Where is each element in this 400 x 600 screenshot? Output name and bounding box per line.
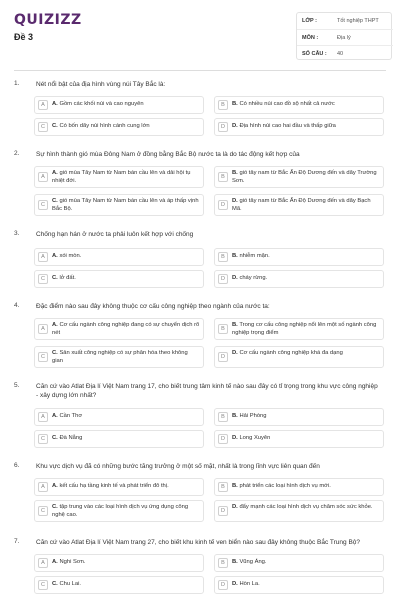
meta-value: Tốt nghiệp THPT xyxy=(337,18,379,24)
option-letter: A xyxy=(38,412,48,422)
q5-option-d[interactable] xyxy=(214,430,384,448)
q5-option-b[interactable] xyxy=(214,408,384,426)
option-text: Đà Nẵng xyxy=(59,435,83,441)
option-letter: D xyxy=(218,352,228,362)
q4-option-a[interactable] xyxy=(34,318,204,340)
meta-row-count xyxy=(297,45,393,61)
option-prefix: B. xyxy=(232,253,238,259)
meta-value: 40 xyxy=(337,50,344,57)
option-prefix: D. xyxy=(232,275,238,281)
worksheet-header xyxy=(0,0,400,66)
option-letter: C xyxy=(38,274,48,284)
option-prefix: D. xyxy=(232,198,238,204)
option-text: Sản xuất công nghiệp có sự phân hóa theo không gian xyxy=(52,350,188,364)
option-letter: C xyxy=(38,200,48,210)
option-text: Nghi Sơn. xyxy=(59,559,86,565)
option-text: Cơ cấu ngành công nghiệp đang có sự chuyển dịch rõ nét xyxy=(52,322,200,336)
option-prefix: C. xyxy=(52,504,58,510)
option-text: Địa hình núi cao hai đầu và thấp giữa xyxy=(239,123,336,129)
option-prefix: D. xyxy=(232,350,238,356)
option-prefix: D. xyxy=(232,435,238,441)
q3-option-a[interactable] xyxy=(34,248,204,266)
worksheet-title: Đề 3 xyxy=(14,32,34,42)
header-divider xyxy=(14,70,386,71)
question-number: 5. xyxy=(14,382,20,389)
option-letter: D xyxy=(218,200,228,210)
meta-row-class xyxy=(297,13,393,29)
option-prefix: B. xyxy=(232,322,238,328)
option-text: cháy rừng. xyxy=(239,275,268,281)
option-letter: A xyxy=(38,252,48,262)
option-prefix: C. xyxy=(52,198,58,204)
meta-info-box xyxy=(296,12,392,60)
question-text: Căn cứ vào Atlat Địa lí Việt Nam trang 27, cho biết khu kinh tế ven biển nào sau đây không thuộc Bắc Trung Bộ? xyxy=(36,539,361,546)
option-letter: B xyxy=(218,100,228,110)
q7-option-a[interactable] xyxy=(34,554,204,572)
option-prefix: C. xyxy=(52,350,58,356)
q1-option-b[interactable] xyxy=(214,96,384,114)
option-letter: D xyxy=(218,274,228,284)
option-text: gió mùa Tây Nam từ Nam bán cầu lên và áp thấp vịnh Bắc Bộ. xyxy=(52,198,199,212)
q6-option-c[interactable] xyxy=(34,500,204,522)
question-text: Sự hình thành gió mùa Đông Nam ở đồng bằng Bắc Bộ nước ta là do tác động kết hợp của xyxy=(36,151,300,158)
meta-label: MÔN : xyxy=(302,34,319,41)
question-text: Khu vực dịch vụ đã có những bước tăng trưởng ở một số mặt, nhất là trong lĩnh vực liên quan đến xyxy=(36,463,320,470)
q2-option-a[interactable] xyxy=(34,166,204,188)
question-text: Nét nổi bật của địa hình vùng núi Tây Bắc là: xyxy=(36,81,166,88)
option-text: Long Xuyên xyxy=(239,435,271,441)
option-text: kết cấu hạ tầng kinh tế và phát triển đô thị. xyxy=(59,483,169,489)
option-letter: B xyxy=(218,412,228,422)
option-prefix: B. xyxy=(232,413,238,419)
question-number: 2. xyxy=(14,150,20,157)
question-number: 3. xyxy=(14,230,20,237)
q2-option-c[interactable] xyxy=(34,194,204,216)
option-text: đẩy mạnh các loại hình dịch vụ chăm sóc sức khỏe. xyxy=(239,504,373,510)
q6-option-b[interactable] xyxy=(214,478,384,496)
option-text: Gồm các khối núi và cao nguyên xyxy=(59,101,144,107)
question-text: Chống hạn hán ở nước ta phải luôn kết hợp với chống xyxy=(36,231,194,238)
option-letter: B xyxy=(218,252,228,262)
option-letter: A xyxy=(38,172,48,182)
question-text: Căn cứ vào Atlat Địa lí Việt Nam trang 17, cho biết trung tâm kinh tế nào sau đây có tỉ trọng trong khu vực công nghiệp - xây dựng lớn nhất? xyxy=(36,383,378,399)
question-text: Đặc điểm nào sau đây không thuộc cơ cấu công nghiệp theo ngành của nước ta: xyxy=(36,303,270,310)
option-prefix: B. xyxy=(232,483,238,489)
option-prefix: A. xyxy=(52,559,58,565)
option-text: phát triển các loại hình dịch vụ mới. xyxy=(239,483,331,489)
q5-option-c[interactable] xyxy=(34,430,204,448)
q3-option-b[interactable] xyxy=(214,248,384,266)
option-prefix: A. xyxy=(52,483,58,489)
option-text: Có nhiều núi cao đồ sộ nhất cả nước xyxy=(239,101,335,107)
option-prefix: A. xyxy=(52,253,58,259)
q7-option-b[interactable] xyxy=(214,554,384,572)
q6-option-a[interactable] xyxy=(34,478,204,496)
option-letter: B xyxy=(218,482,228,492)
option-prefix: D. xyxy=(232,504,238,510)
option-text: gió tây nam từ Bắc Ấn Độ Dương đến và dãy Trường Sơn. xyxy=(232,170,377,184)
option-letter: C xyxy=(38,352,48,362)
q3-option-c[interactable] xyxy=(34,270,204,288)
option-prefix: C. xyxy=(52,581,58,587)
option-letter: D xyxy=(218,580,228,590)
question-number: 7. xyxy=(14,538,20,545)
option-prefix: C. xyxy=(52,435,58,441)
option-text: lở đất. xyxy=(59,275,76,281)
q1-option-a[interactable] xyxy=(34,96,204,114)
option-text: gió tây nam từ Bắc Ấn Độ Dương đến và dãy Bạch Mã. xyxy=(232,198,371,212)
option-prefix: D. xyxy=(232,581,238,587)
question-number: 6. xyxy=(14,462,20,469)
option-prefix: A. xyxy=(52,101,58,107)
option-prefix: A. xyxy=(52,413,58,419)
q1-option-c[interactable] xyxy=(34,118,204,136)
q3-option-d[interactable] xyxy=(214,270,384,288)
q7-option-c[interactable] xyxy=(34,576,204,594)
option-text: Hòn La. xyxy=(239,581,260,587)
option-letter: C xyxy=(38,580,48,590)
q4-option-d[interactable] xyxy=(214,346,384,368)
option-letter: C xyxy=(38,434,48,444)
option-text: tập trung vào các loại hình dịch vụ ứng dụng công nghệ cao. xyxy=(52,504,189,518)
option-prefix: B. xyxy=(232,170,238,176)
option-prefix: C. xyxy=(52,123,58,129)
option-text: Vũng Áng. xyxy=(239,559,267,565)
option-letter: C xyxy=(38,506,48,516)
option-prefix: B. xyxy=(232,559,238,565)
option-letter: D xyxy=(218,506,228,516)
option-prefix: D. xyxy=(232,123,238,129)
quizizz-logo: QUIZIZZ xyxy=(14,12,82,28)
option-letter: A xyxy=(38,482,48,492)
q6-option-d[interactable] xyxy=(214,500,384,522)
meta-label: LỚP : xyxy=(302,18,317,24)
option-prefix: B. xyxy=(232,101,238,107)
option-text: Hải Phòng xyxy=(239,413,267,419)
option-prefix: A. xyxy=(52,322,58,328)
option-letter: A xyxy=(38,324,48,334)
meta-label: SỐ CÂU : xyxy=(302,50,327,57)
option-prefix: A. xyxy=(52,170,58,176)
option-text: nhiễm mặn. xyxy=(239,253,270,259)
q5-option-a[interactable] xyxy=(34,408,204,426)
q2-option-b[interactable] xyxy=(214,166,384,188)
option-prefix: C. xyxy=(52,275,58,281)
option-text: Trong cơ cấu công nghiệp nổi lên một số ngành công nghiệp trọng điểm xyxy=(232,322,377,336)
option-letter: A xyxy=(38,100,48,110)
question-number: 1. xyxy=(14,80,20,87)
meta-value: Địa lý xyxy=(337,34,351,41)
meta-row-subject xyxy=(297,29,393,45)
option-text: gió mùa Tây Nam từ Nam bán cầu lên và dải hội tụ nhiệt đới. xyxy=(52,170,191,184)
option-letter: D xyxy=(218,434,228,444)
option-text: Cơ cấu ngành công nghiệp khá đa dạng xyxy=(239,350,343,356)
option-text: xói mòn. xyxy=(59,253,82,259)
option-text: Cần Thơ xyxy=(59,413,83,419)
option-letter: A xyxy=(38,558,48,568)
q1-option-d[interactable] xyxy=(214,118,384,136)
option-letter: B xyxy=(218,172,228,182)
option-text: Có bốn dãy núi hình cánh cung lớn xyxy=(59,123,150,129)
option-letter: B xyxy=(218,558,228,568)
option-letter: B xyxy=(218,324,228,334)
q2-option-d[interactable] xyxy=(214,194,384,216)
option-letter: D xyxy=(218,122,228,132)
question-number: 4. xyxy=(14,302,20,309)
option-letter: C xyxy=(38,122,48,132)
q4-option-c[interactable] xyxy=(34,346,204,368)
q4-option-b[interactable] xyxy=(214,318,384,340)
q7-option-d[interactable] xyxy=(214,576,384,594)
option-text: Chu Lai. xyxy=(59,581,82,587)
